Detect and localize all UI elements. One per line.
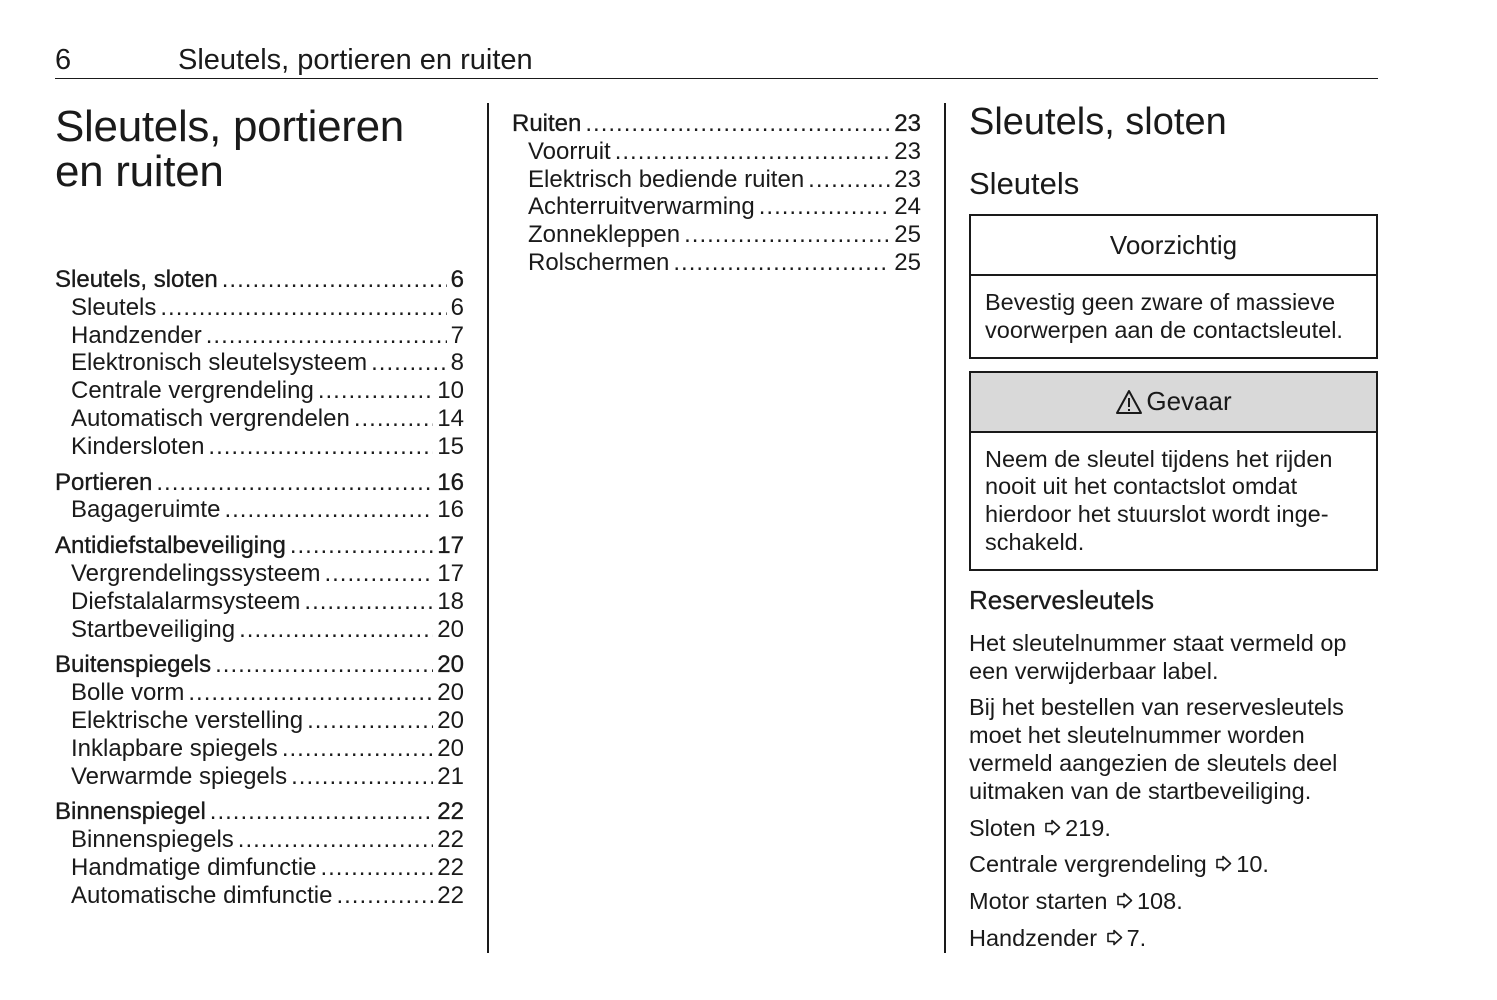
toc-page-number: 22 — [437, 798, 464, 826]
left-column — [55, 104, 464, 918]
page-reference-arrow-icon — [1044, 819, 1061, 836]
cross-reference[interactable] — [969, 815, 1378, 843]
paragraph-ordering-keys: Bij het bestellen van reservesleutels moet het sleutelnummer worden vermeld aangezien de sleutels deel uitmaken van de startbeveiliging. — [969, 694, 1344, 804]
toc-page-number: 17 — [437, 532, 464, 560]
page-reference-arrow-icon — [1215, 855, 1232, 872]
toc-entry-label: Achterruitverwarming — [528, 193, 755, 221]
toc-leader-dots — [208, 433, 433, 461]
toc-group — [55, 798, 464, 909]
toc-page-number: 16 — [437, 468, 464, 496]
toc-entry-label: Rolschermen — [528, 248, 670, 276]
toc-page-number: 14 — [437, 404, 464, 432]
cross-reference-label: Sloten — [969, 814, 1036, 841]
page-number: 6 — [55, 44, 72, 76]
toc-entry-label: Startbeveiliging — [71, 615, 236, 643]
toc-entry-label: Sleutels, sloten — [55, 266, 218, 293]
danger-text-line: Neem de sleutel tijdens het rijden — [985, 445, 1333, 472]
toc-leader-dots — [290, 532, 433, 560]
toc-subsection-entry[interactable] — [512, 249, 921, 277]
middle-column — [512, 110, 921, 285]
reserve-keys-heading: Reservesleutels — [969, 584, 1154, 615]
toc-leader-dots — [808, 166, 890, 194]
cross-reference-label: Handzender — [969, 924, 1098, 951]
table-of-contents-continued — [512, 110, 921, 277]
cross-reference-page: 108. — [1136, 888, 1183, 915]
cross-reference[interactable] — [969, 851, 1378, 879]
toc-page-number: 17 — [437, 559, 464, 587]
toc-entry-label: Buitenspiegels — [55, 651, 212, 679]
toc-page-number: 25 — [894, 248, 921, 276]
toc-subsection-entry[interactable] — [55, 377, 464, 405]
danger-text — [971, 433, 1376, 569]
toc-group — [55, 469, 464, 525]
toc-entry-label: Elektrische verstelling — [71, 706, 304, 734]
toc-group — [55, 532, 464, 643]
toc-page-number: 22 — [437, 826, 464, 854]
toc-page-number: 16 — [437, 496, 464, 524]
toc-subsection-entry[interactable] — [55, 496, 464, 524]
toc-subsection-entry[interactable] — [55, 679, 464, 707]
toc-leader-dots — [354, 405, 433, 433]
toc-entry-label: Ruiten — [512, 110, 582, 137]
toc-entry-label: Vergrendelingssysteem — [71, 559, 321, 587]
toc-section-entry[interactable] — [55, 266, 464, 294]
chapter-title-line-2: en ruiten — [55, 147, 224, 196]
cross-references — [969, 815, 1378, 953]
toc-subsection-entry[interactable] — [55, 854, 464, 882]
toc-page-number: 24 — [894, 193, 921, 221]
toc-subsection-entry[interactable] — [55, 763, 464, 791]
toc-entry-label: Automatische dimfunctie — [71, 881, 333, 909]
toc-leader-dots — [291, 763, 433, 791]
toc-section-entry[interactable] — [55, 469, 464, 497]
toc-subsection-entry[interactable] — [55, 707, 464, 735]
toc-leader-dots — [224, 496, 433, 524]
toc-subsection-entry[interactable] — [512, 138, 921, 166]
cross-reference-label: Motor starten — [969, 888, 1108, 915]
chapter-title-line-1: Sleutels, portieren — [55, 102, 404, 151]
cross-reference-page: 219. — [1065, 814, 1111, 841]
toc-section-entry[interactable] — [55, 798, 464, 826]
toc-subsection-entry[interactable] — [512, 166, 921, 194]
toc-leader-dots — [684, 221, 890, 249]
section-title: Sleutels, sloten — [969, 101, 1227, 143]
column-divider-right — [944, 103, 946, 953]
toc-subsection-entry[interactable] — [512, 193, 921, 221]
toc-leader-dots — [320, 854, 433, 882]
page-reference-arrow-icon — [1116, 892, 1133, 909]
danger-heading: Gevaar — [1146, 386, 1232, 417]
toc-page-number: 25 — [894, 221, 921, 249]
page-header — [55, 44, 1378, 79]
toc-group — [512, 110, 921, 277]
column-divider-left — [487, 103, 489, 953]
toc-section-entry[interactable] — [55, 532, 464, 560]
toc-page-number: 23 — [894, 110, 921, 137]
toc-leader-dots — [304, 588, 433, 616]
toc-page-number: 23 — [894, 137, 921, 165]
toc-leader-dots — [371, 349, 447, 377]
toc-subsection-entry[interactable] — [55, 322, 464, 350]
toc-entry-label: Bolle vorm — [71, 679, 185, 707]
toc-entry-label: Sleutels — [71, 293, 157, 321]
toc-page-number: 6 — [450, 293, 464, 321]
toc-leader-dots — [215, 651, 433, 679]
toc-entry-label: Binnenspiegels — [71, 826, 234, 854]
toc-leader-dots — [239, 616, 433, 644]
toc-page-number: 15 — [437, 432, 464, 460]
toc-page-number: 20 — [437, 706, 464, 734]
warning-triangle-icon — [1115, 389, 1143, 415]
cross-reference-page: 7. — [1126, 924, 1147, 951]
toc-page-number: 21 — [437, 762, 464, 790]
running-title: Sleutels, portieren en ruiten — [178, 44, 533, 76]
toc-subsection-entry[interactable] — [55, 735, 464, 763]
page-reference-arrow-icon — [1106, 929, 1123, 946]
toc-entry-label: Verwarmde spiegels — [71, 762, 288, 790]
toc-leader-dots — [210, 798, 434, 826]
toc-entry-label: Handmatige dimfunctie — [71, 853, 317, 881]
toc-subsection-entry[interactable] — [55, 616, 464, 644]
toc-subsection-entry[interactable] — [512, 221, 921, 249]
toc-section-entry[interactable] — [512, 110, 921, 138]
caution-text: Bevestig geen zware of massieve voorwerpen aan de contactsleutel. — [985, 289, 1343, 343]
toc-leader-dots — [206, 322, 447, 350]
toc-entry-label: Centrale vergrendeling — [71, 377, 314, 405]
toc-leader-dots — [759, 193, 891, 221]
toc-subsection-entry[interactable] — [55, 405, 464, 433]
danger-text-line: schakeld. — [985, 528, 1085, 555]
danger-box — [969, 371, 1378, 571]
toc-entry-label: Binnenspiegel — [55, 798, 206, 826]
toc-page-number: 20 — [437, 651, 464, 679]
toc-subsection-entry[interactable] — [55, 433, 464, 461]
toc-leader-dots — [615, 138, 891, 166]
toc-leader-dots — [188, 679, 433, 707]
toc-group — [55, 651, 464, 790]
cross-reference-page: 10. — [1236, 851, 1269, 878]
toc-leader-dots — [585, 110, 890, 138]
toc-page-number: 18 — [437, 587, 464, 615]
toc-entry-label: Bagageruimte — [71, 496, 221, 524]
toc-leader-dots — [673, 249, 890, 277]
chapter-title — [55, 104, 464, 194]
toc-page-number: 23 — [894, 165, 921, 193]
toc-entry-label: Automatisch vergrendelen — [71, 404, 350, 432]
toc-entry-label: Antidiefstalbeveiliging — [55, 532, 286, 560]
toc-leader-dots — [282, 735, 433, 763]
toc-entry-label: Elektronisch sleutelsysteem — [71, 349, 368, 377]
toc-subsection-entry[interactable] — [55, 294, 464, 322]
cross-reference[interactable] — [969, 888, 1378, 916]
toc-leader-dots — [222, 266, 447, 294]
danger-text-line: hierdoor het stuurslot wordt inge- — [985, 501, 1329, 528]
toc-group — [55, 266, 464, 461]
toc-page-number: 6 — [450, 266, 464, 293]
toc-leader-dots — [324, 560, 433, 588]
toc-page-number: 7 — [450, 321, 464, 349]
toc-entry-label: Zonnekleppen — [528, 221, 681, 249]
toc-leader-dots — [238, 826, 434, 854]
caution-heading: Voorzichtig — [971, 216, 1376, 276]
toc-page-number: 20 — [437, 734, 464, 762]
toc-page-number: 20 — [437, 679, 464, 707]
toc-subsection-entry[interactable] — [55, 882, 464, 910]
toc-entry-label: Handzender — [71, 321, 202, 349]
toc-page-number: 20 — [437, 615, 464, 643]
cross-reference[interactable] — [969, 925, 1378, 953]
toc-leader-dots — [336, 882, 433, 910]
subsection-title: Sleutels — [969, 166, 1080, 201]
toc-page-number: 22 — [437, 853, 464, 881]
toc-leader-dots — [307, 707, 433, 735]
toc-subsection-entry[interactable] — [55, 826, 464, 854]
danger-text-line: nooit uit het contactslot omdat — [985, 473, 1298, 500]
toc-page-number: 22 — [437, 881, 464, 909]
table-of-contents — [55, 266, 464, 910]
toc-entry-label: Portieren — [55, 468, 153, 496]
danger-header — [971, 373, 1376, 433]
caution-box — [969, 214, 1378, 359]
cross-reference-label: Centrale vergrendeling — [969, 851, 1207, 878]
right-column — [969, 100, 1378, 962]
toc-leader-dots — [318, 377, 433, 405]
toc-subsection-entry[interactable] — [55, 349, 464, 377]
toc-subsection-entry[interactable] — [55, 588, 464, 616]
toc-entry-label: Kindersloten — [71, 432, 205, 460]
toc-subsection-entry[interactable] — [55, 560, 464, 588]
toc-entry-label: Diefstalalarmsysteem — [71, 587, 301, 615]
toc-page-number: 10 — [437, 377, 464, 405]
paragraph-key-number: Het sleutelnummer staat vermeld op een verwijderbaar label. — [969, 629, 1347, 684]
toc-leader-dots — [156, 469, 433, 497]
toc-entry-label: Elektrisch bediende ruiten — [528, 165, 805, 193]
toc-entry-label: Inklapbare spiegels — [71, 734, 278, 762]
toc-leader-dots — [160, 294, 446, 322]
toc-entry-label: Voorruit — [528, 137, 611, 165]
toc-page-number: 8 — [450, 349, 464, 377]
toc-section-entry[interactable] — [55, 651, 464, 679]
